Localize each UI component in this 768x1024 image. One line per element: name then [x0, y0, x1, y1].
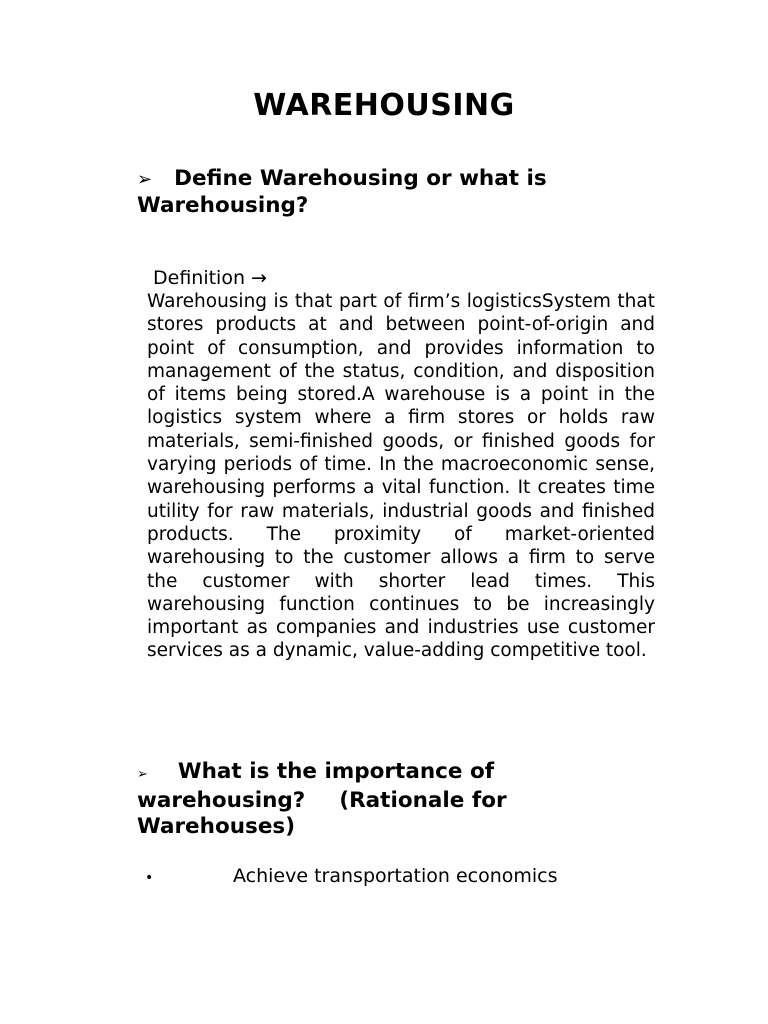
section-heading-text: Define Warehousing or what is Warehousing? — [137, 166, 547, 218]
document-title: WAREHOUSING — [253, 88, 515, 123]
definition-paragraph: Warehousing is that part of firm’s logisticsSystem that stores products at and between point-of-origin and point of consumption, and provides information to management of the status, condition, and disposition of items being stored.A warehouse is a point in the logistics system where a firm stores or holds raw materials, semi-finished goods, or finished goods for varying periods of time. In the macroeconomic sense, warehousing performs a vital function. It creates time utility for raw materials, industrial goods and finished products. The proximity of market-oriented warehousing to the customer allows a firm to serve the customer with shorter lead times. This warehousing function continues to be increasingly important as companies and industries use customer services as a dynamic, value-adding competitive tool. — [147, 291, 655, 662]
section-heading-definition — [137, 166, 597, 219]
right-arrow-icon: → — [251, 267, 267, 289]
section-heading-text: What is the importance of warehousing? — [137, 759, 495, 813]
definition-label-text: Definition — [153, 267, 246, 289]
section-heading-importance — [137, 759, 597, 840]
importance-list — [145, 864, 558, 890]
arrowhead-bullet-icon: ➢ — [137, 767, 148, 782]
list-item-text: Achieve transportation economics — [233, 865, 558, 887]
list-item — [145, 864, 558, 890]
section-heading-subtext: (Rationale for Warehouses) — [137, 788, 507, 839]
definition-label — [153, 266, 267, 290]
arrowhead-bullet-icon: ➢ — [137, 169, 153, 190]
bullet-dot-icon: • — [145, 870, 154, 886]
